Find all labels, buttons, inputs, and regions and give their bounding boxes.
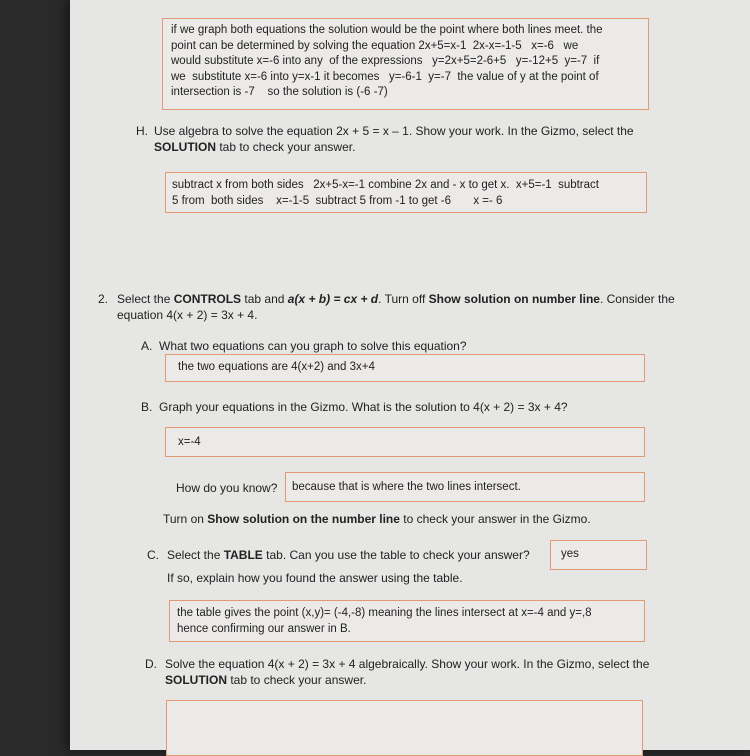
answer-line: yes	[561, 548, 579, 560]
question-2-number: 2.	[98, 292, 109, 306]
turn-on-1: Turn on	[163, 512, 208, 526]
question-h-letter: H.	[136, 124, 148, 138]
answer-line: 5 from both sides x=-1-5 subtract 5 from -1 to get -6 x =- 6	[172, 194, 503, 207]
answer-line: hence confirming our answer in B.	[177, 622, 351, 635]
question-c-line2: If so, explain how you found the answer using the table.	[167, 571, 463, 585]
q2-t2: tab and	[241, 292, 288, 306]
answer-line: subtract x from both sides 2x+5-x=-1 combine 2x and - x to get x. x+5=-1 subtract	[172, 179, 599, 191]
answer-line: x=-4	[178, 436, 201, 448]
answer-line: if we graph both equations the solution would be the point where both lines meet. the	[171, 24, 603, 36]
answer-line: we substitute x=-6 into y=x-1 it becomes y=-6-1 y=-7 the value of y at the point of	[171, 70, 599, 83]
turn-on-instruction	[163, 512, 591, 528]
show-solution-label: Show solution on number line	[428, 292, 600, 306]
question-2-text	[117, 292, 675, 323]
question-b-text: Graph your equations in the Gizmo. What is the solution to 4(x + 2) = 3x + 4?	[159, 400, 568, 414]
question-2-line1	[117, 292, 675, 308]
how-do-you-know-label: How do you know?	[176, 481, 278, 495]
table-tab-label: TABLE	[223, 548, 263, 562]
answer-box-yes[interactable]	[550, 540, 647, 570]
question-d-line1: Solve the equation 4(x + 2) = 3x + 4 algebraically. Show your work. In the Gizmo, select the	[165, 657, 650, 671]
q2-t4: . Consider the	[599, 292, 675, 306]
answer-line: the two equations are 4(x+2) and 3x+4	[178, 361, 375, 373]
question-a-letter: A.	[141, 339, 153, 353]
answer-line: point can be determined by solving the equation 2x+5=x-1 2x-x=-1-5 x=-6 we	[171, 39, 579, 52]
answer-line: intersection is -7 so the solution is (-6 -7)	[171, 86, 388, 98]
question-h-line2	[154, 140, 634, 156]
answer-box-d[interactable]	[166, 700, 643, 756]
answer-box-b[interactable]	[165, 427, 645, 457]
question-a-text: What two equations can you graph to solve this equation?	[159, 339, 467, 353]
question-d-line2-rest: tab to check your answer.	[227, 672, 367, 687]
equation-form-label: a(x + b) = cx + d	[287, 292, 379, 306]
answer-box-c[interactable]	[169, 600, 645, 642]
question-2-line2: equation 4(x + 2) = 3x + 4.	[117, 307, 258, 322]
answer-line: the table gives the point (x,y)= (-4,-8) meaning the lines intersect at x=-4 and y=,8	[177, 607, 592, 619]
question-h-line2-rest: tab to check your answer.	[216, 139, 356, 154]
c-t2: tab. Can you use the table to check your answer?	[262, 548, 530, 562]
answer-line: would substitute x=-6 into any of the expressions y=2x+5=2-6+5 y=-12+5 y=-7 if	[171, 55, 600, 67]
question-d-line2	[165, 673, 649, 689]
answer-line: because that is where the two lines intersect.	[292, 481, 521, 493]
question-d-text	[165, 657, 649, 688]
question-d-letter: D.	[145, 657, 157, 671]
question-b-letter: B.	[141, 400, 153, 414]
turn-on-2: to check your answer in the Gizmo.	[399, 512, 591, 526]
show-solution-number-line-label: Show solution on the number line	[207, 512, 400, 526]
answer-box-how[interactable]	[285, 472, 645, 502]
controls-tab-label: CONTROLS	[173, 292, 242, 306]
answer-box-top[interactable]	[162, 18, 649, 110]
question-h-line1: Use algebra to solve the equation 2x + 5 = x – 1. Show your work. In the Gizmo, select the	[154, 124, 634, 138]
solution-tab-label: SOLUTION	[165, 672, 227, 687]
c-t1: Select the	[167, 548, 224, 562]
solution-tab-label: SOLUTION	[154, 139, 216, 154]
answer-box-a[interactable]	[165, 354, 645, 382]
answer-box-h[interactable]	[165, 172, 647, 213]
question-c-letter: C.	[147, 548, 159, 562]
q2-t1: Select the	[117, 292, 174, 306]
q2-t3: . Turn off	[378, 292, 429, 306]
question-c-text	[167, 548, 530, 564]
question-h-text	[154, 124, 634, 155]
